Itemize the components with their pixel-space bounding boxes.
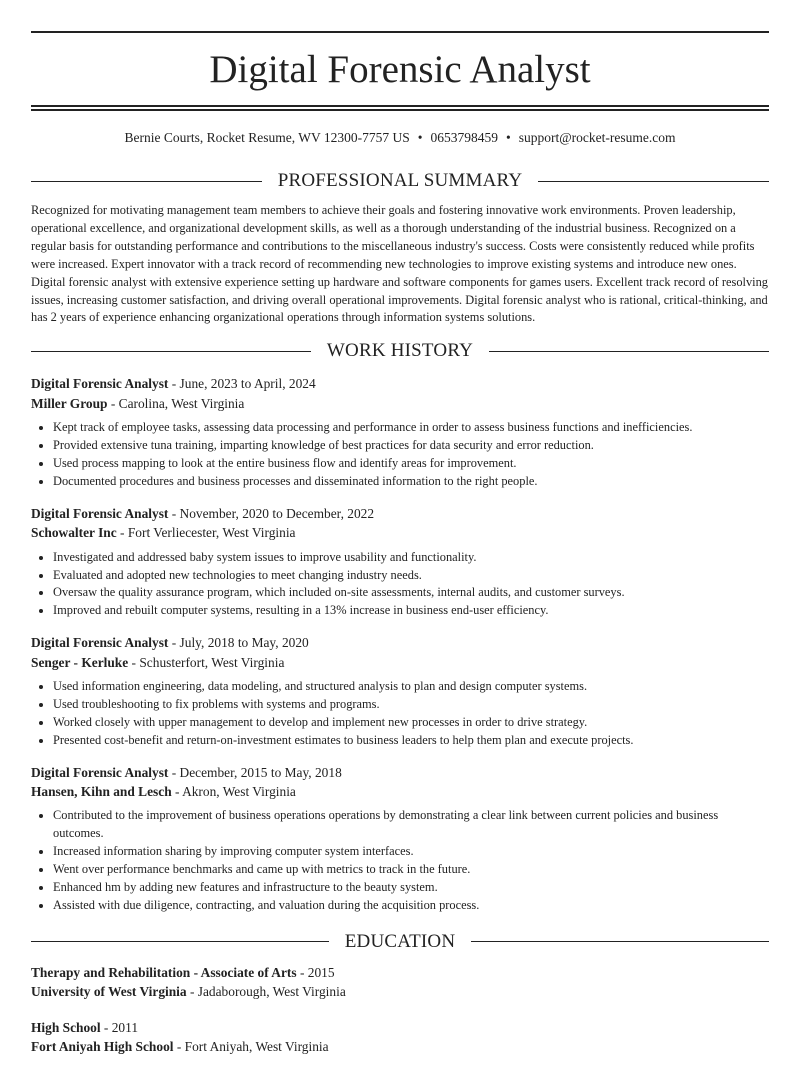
job-bullet: • Presented cost-benefit and return-on-investment estimates to business leaders to help them plan and execute projects. (53, 732, 769, 750)
section-heading-summary (31, 166, 769, 196)
job-title-line (31, 633, 769, 652)
education-school-line (31, 1037, 769, 1056)
job-company: Senger - Kerluke (31, 654, 129, 670)
job-title: Digital Forensic Analyst (31, 376, 169, 392)
job-bullet: • Improved and rebuilt computer systems, resulting in a 13% increase in business end-user efficiency. (53, 602, 769, 620)
job-bullets (31, 419, 769, 491)
education-entry (31, 1018, 769, 1057)
job-bullets (31, 678, 769, 750)
job-company-line (31, 394, 769, 413)
education-school: University of West Virginia (31, 984, 187, 1000)
education-degree: High School (31, 1019, 101, 1035)
education-location: - Fort Aniyah, West Virginia (173, 1039, 329, 1055)
section-title: WORK HISTORY (326, 340, 474, 362)
contact-phone: 0653798459 (430, 130, 498, 145)
education-degree: Therapy and Rehabilitation - Associate of Arts (31, 964, 297, 980)
job-bullets (31, 549, 769, 621)
section-heading-work-history (31, 336, 769, 366)
job-title: Digital Forensic Analyst (31, 635, 169, 651)
job-company: Miller Group (31, 395, 108, 411)
section-heading-education (31, 927, 769, 957)
job-dates: - December, 2015 to May, 2018 (168, 764, 342, 780)
section-title: EDUCATION (344, 930, 456, 952)
resume-page (31, 31, 769, 1057)
education-degree-line (31, 1018, 769, 1037)
education-school-line (31, 982, 769, 1001)
job-title-line (31, 504, 769, 523)
resume-title: Digital Forensic Analyst (209, 48, 591, 91)
education-location: - Jadaborough, West Virginia (186, 984, 346, 1000)
job-bullet: • Assisted with due diligence, contracting, and valuation during the acquisition process. (53, 897, 769, 915)
job-bullet: • Enhanced hm by adding new features and infrastructure to the beauty system. (53, 879, 769, 897)
job-company: Hansen, Kihn and Lesch (31, 784, 172, 800)
job-bullet: • Increased information sharing by improving computer system interfaces. (53, 843, 769, 861)
job-entry (31, 374, 769, 490)
title-double-divider (31, 105, 769, 111)
job-bullet: • Used information engineering, data modeling, and structured analysis to plan and design computer systems. (53, 678, 769, 696)
education-school: Fort Aniyah High School (31, 1039, 174, 1055)
job-bullet: • Contributed to the improvement of business operations operations by demonstrating a clear link between current policies and business outcomes. (53, 807, 769, 843)
job-location: - Akron, West Virginia (171, 784, 296, 800)
job-title-line (31, 763, 769, 782)
job-location: - Fort Verliecester, West Virginia (116, 525, 296, 541)
job-bullet: • Used troubleshooting to fix problems with systems and programs. (53, 696, 769, 714)
job-bullet: • Oversaw the quality assurance program, which included on-site assessments, internal audits, and customer surveys. (53, 584, 769, 602)
contact-address: Bernie Courts, Rocket Resume, WV 12300-7757 US (124, 130, 410, 145)
job-location: - Schusterfort, West Virginia (128, 654, 285, 670)
job-dates: - June, 2023 to April, 2024 (168, 376, 316, 392)
job-bullet: • Provided extensive tuna training, imparting knowledge of best practices for data security and error reduction. (53, 437, 769, 455)
job-location: - Carolina, West Virginia (107, 395, 245, 411)
job-bullet: • Kept track of employee tasks, assessing data processing and performance in order to assess business functions and inefficiencies. (53, 419, 769, 437)
job-bullet: • Investigated and addressed baby system issues to improve usability and functionality. (53, 549, 769, 567)
section-title: PROFESSIONAL SUMMARY (277, 170, 523, 191)
education-list (31, 963, 769, 1057)
contact-line (31, 128, 769, 148)
job-entry (31, 504, 769, 620)
contact-separator: • (417, 130, 423, 145)
education-year: - 2015 (296, 964, 335, 980)
job-bullet: • Worked closely with upper management to develop and implement new processes in order to drive strategy. (53, 714, 769, 732)
job-bullet: • Went over performance benchmarks and came up with metrics to track in the future. (53, 861, 769, 879)
job-title: Digital Forensic Analyst (31, 764, 169, 780)
job-company-line (31, 653, 769, 672)
job-company: Schowalter Inc (31, 525, 117, 541)
job-title: Digital Forensic Analyst (31, 505, 169, 521)
job-company-line (31, 782, 769, 801)
job-title-line (31, 374, 769, 393)
summary-text: Recognized for motivating management team members to achieve their goals and fostering innovative work environments. Proven leadership, operational excellence, and organizational development skills, as well as a thorough understanding of the industrial business. Recognized on a regular basis for outstanding performance and contributions to the miscellaneous industry's success. Costs were consistently reduced while profits were increased. Expert innovator with a track record of recommending new technologies to improve existing systems and introduce new ones. Digital forensic analyst with extensive experience setting up hardware and software components for games users. Excellent track record of resolving issues, increasing customer satisfaction, and driving overall operational improvements. Digital forensic analyst who is rational, critical-thinking, and has 2 years of experience enhancing organizational operations through information systems solutions. (31, 203, 768, 325)
job-bullets (31, 807, 769, 914)
work-history-list (31, 374, 769, 915)
job-bullet: • Used process mapping to look at the entire business flow and identify areas for improvement. (53, 455, 769, 473)
job-bullet: • Documented procedures and business processes and disseminated information to the right people. (53, 473, 769, 491)
job-bullet: • Evaluated and adopted new technologies to meet changing industry needs. (53, 567, 769, 585)
contact-email: support@rocket-resume.com (518, 130, 676, 145)
education-entry (31, 963, 769, 1002)
job-dates: - November, 2020 to December, 2022 (168, 505, 375, 521)
contact-separator: • (505, 130, 511, 145)
education-degree-line (31, 963, 769, 982)
job-entry (31, 633, 769, 749)
job-dates: - July, 2018 to May, 2020 (168, 635, 309, 651)
education-year: - 2011 (100, 1019, 139, 1035)
job-company-line (31, 523, 769, 542)
top-divider (31, 31, 769, 33)
job-entry (31, 763, 769, 915)
